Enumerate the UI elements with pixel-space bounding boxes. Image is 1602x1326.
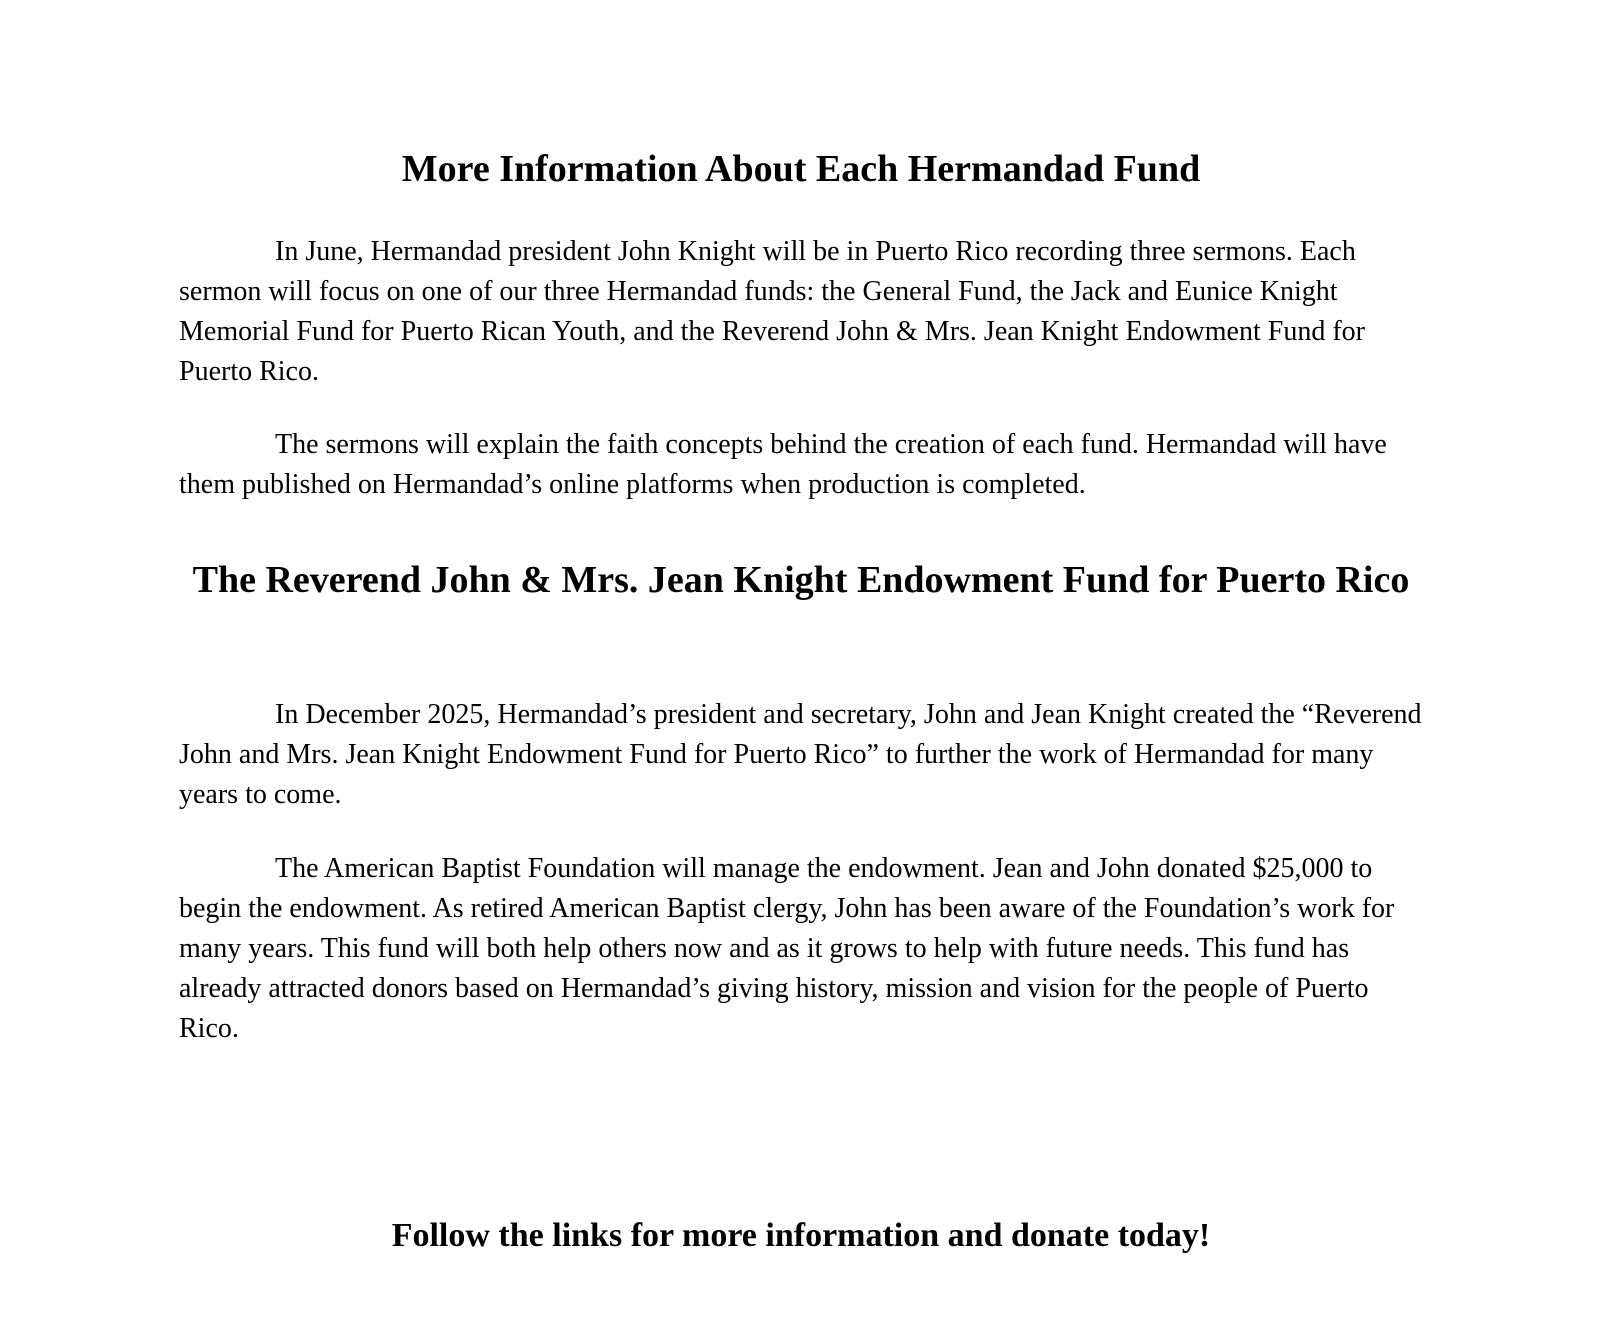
sermons-paragraph: The sermons will explain the faith concepts behind the creation of each fund. Hermandad will have them published on Hermandad’s online platforms when production is completed. <box>179 429 1387 500</box>
main-heading: More Information About Each Hermandad Fund <box>401 148 1201 190</box>
endowment-created-paragraph: In December 2025, Hermandad’s president and secretary, John and Jean Knight created the “Reverend John and Mrs. Jean Knight Endowment Fund for Puerto Rico” to further the work of Hermandad for many years to come. <box>179 699 1422 810</box>
endowment-heading: The Reverend John & Mrs. Jean Knight Endowment Fund for Puerto Rico <box>192 559 1410 601</box>
funds-intro-paragraph: In June, Hermandad president John Knight will be in Puerto Rico recording three sermons. Each sermon will focus on one of our three Hermandad funds: the General Fund, the Jack and Eunice Knight Memorial Fund for Puerto Rican Youth, and the Reverend John & Mrs. Jean Knight Endowment Fund for Puerto Rico. <box>179 236 1365 387</box>
call-to-action: Follow the links for more information and donate today! <box>391 1217 1211 1254</box>
foundation-paragraph: The American Baptist Foundation will manage the endowment. Jean and John donated $25,000 to begin the endowment. As retired American Baptist clergy, John has been aware of the Foundation’s work for many years. This fund will both help others now and as it grows to help with future needs. This fund has already attracted donors based on Hermandad’s giving history, mission and vision for the people of Puerto Rico. <box>179 853 1395 1044</box>
